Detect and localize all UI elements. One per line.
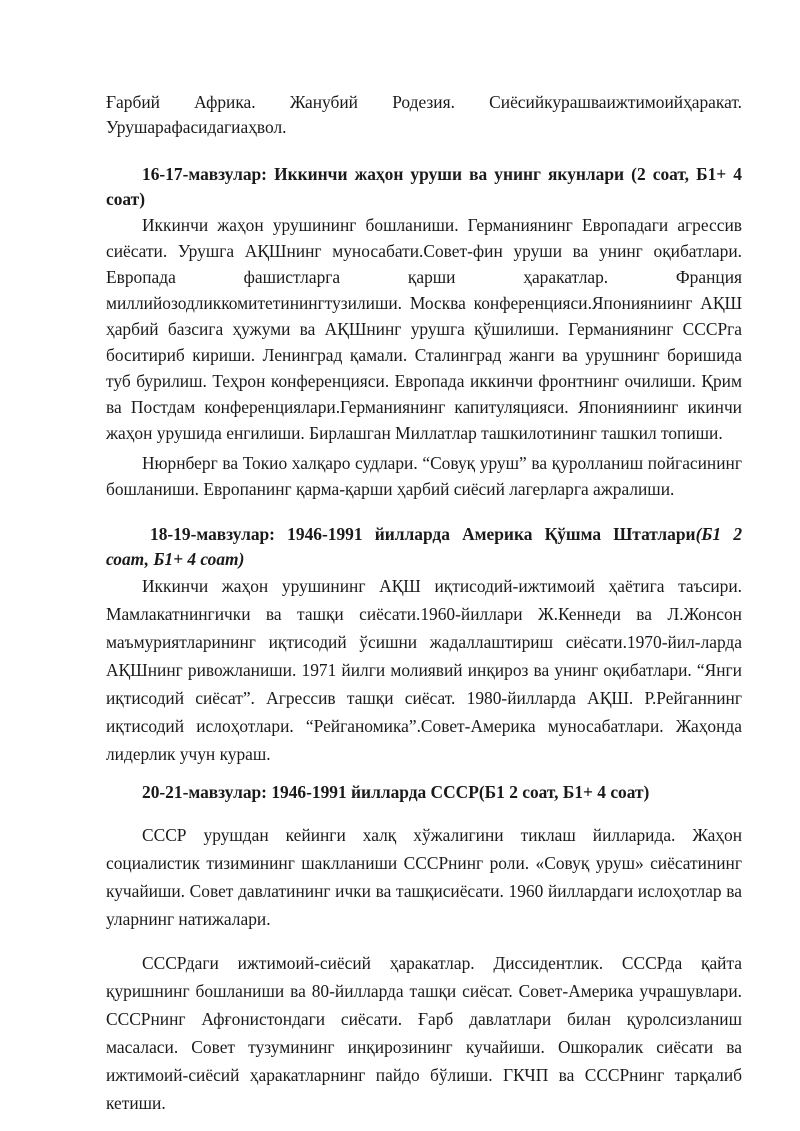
section-20-21-paragraph-2: СССРдаги ижтимоий-сиёсий ҳаракатлар. Диссидентлик. СССРда қайта қуришнинг бошланиши ва 80-йилларда ташқи сиёсат. Совет-Америка учрашувлари. СССРнинг Афғонистондаги сиёсати. Ғарб давлатлари билан қуролсизланиш масаласи. Совет тузумининг инқирозининг кучайиши. Ошкоралик сиёсати ва ижтимоий-сиёсий ҳаракатларнинг пайдо бўлиши. ГКЧП ва СССРнинг тарқалиб кетиши. [106,953,742,1113]
section-18-19-paragraph-1: Иккинчи жаҳон урушининг АҚШ иқтисодий-ижтимоий ҳаётига таъсири. Мамлакатнингички ва ташқи сиёсати.1960-йиллари Ж.Кеннеди ва Л.Жонсон маъмуриятларининг иқтисодий ўсишни жадаллаштириш сиёсати.1970-йил-ларда АҚШнинг ривожланиши. 1971 йилги молиявий инқироз ва унинг оқибатлари. “Янги иқтисодий сиёсат”. Агрессив ташқи сиёсат. 1980-йилларда АҚШ. Р.Рейганнинг иқтисодий ислоҳотлари. “Рейганомика”.Совет-Америка муносабатлари. Жаҳонда лидерлик учун кураш. [106,576,742,764]
section-16-17-paragraph-2: Нюрнберг ва Токио халқаро судлари. “Совуқ уруш” ва қуролланиш пойгасининг бошланиши. Европанинг қарма-қарши ҳарбий сиёсий лагерларга ажралиши. [106,453,742,499]
section-heading-18-19-main: 18-19-мавзулар: 1946-1991 йилларда Америка Қўшма Штатлари [150,524,696,544]
section-16-17-paragraph-1: Иккинчи жаҳон урушининг бошланиши. Германиянинг Европадаги агрессив сиёсати. Урушга АҚШнинг муносабати.Совет-фин уруши ва унинг оқибатлари. Европада фашистларга қарши ҳаракатлар. Франция миллийозодликкомитетинингтузилиши. Москва конференцияси.Японияниинг АҚШ ҳарбий базсига ҳужуми ва АҚШнинг урушга қўшилиши. Германиянинг СССРга боситириб кириши. Ленинград қамали. Сталинград жанги ва урушнинг боришида туб бурилиш. Теҳрон конференцияси. Европада иккинчи фронтнинг очилиши. Қрим ва Постдам конференциялари.Германиянинг капитуляцияси. Японияниинг икинчи жаҳон урушида енгилиши. Бирлашган Миллатлар ташкилотининг ташкил топиши. [106,215,742,443]
section-heading-18-19 [106,522,742,572]
intro-paragraph: Ғарбий Африка. Жанубий Родезия. Сиёсийкурашваижтимоийҳаракат. Урушарафасидагиаҳвол. [106,92,742,137]
document-page [106,90,742,1117]
section-heading-16-17: 16-17-мавзулар: Иккинчи жаҳон уруши ва унинг якунлари (2 соат, Б1+ 4 соат) [106,164,742,209]
section-heading-18-19-hours: (Б1 2 соат, Б1+ 4 соат) [106,524,743,569]
section-heading-20-21: 20-21-мавзулар: 1946-1991 йилларда СССР(Б1 2 соат, Б1+ 4 соат) [142,782,650,802]
section-20-21-paragraph-1: СССР урушдан кейинги халқ хўжалигини тиклаш йилларида. Жаҳон социалистик тизимининг шаклланиши СССРнинг роли. «Совуқ уруш» сиёсатининг кучайиши. Совет давлатининг ички ва ташқисиёсати. 1960 йиллардаги ислоҳотлар ва уларнинг натижалари. [106,825,742,929]
